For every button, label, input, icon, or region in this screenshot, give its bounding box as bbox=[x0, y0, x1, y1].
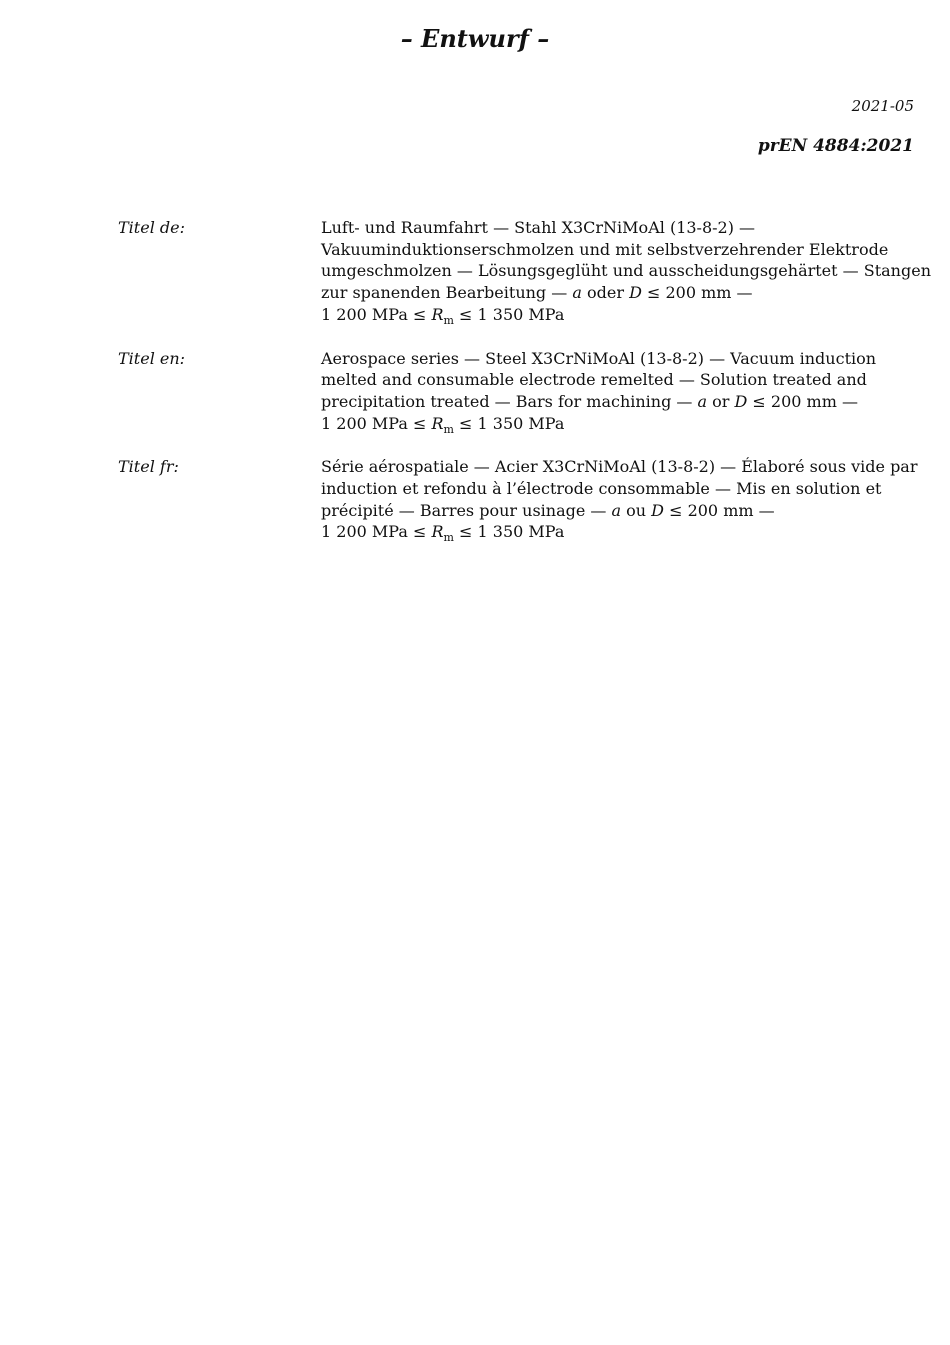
strength-low: 1 200 MPa ≤ bbox=[321, 413, 432, 433]
title-line-strength bbox=[321, 304, 918, 326]
dimension-suffix: ≤ 200 mm — bbox=[747, 391, 858, 411]
page-title: – Entwurf – bbox=[400, 24, 550, 53]
dimension-suffix: ≤ 200 mm — bbox=[663, 500, 775, 520]
title-text-fr bbox=[321, 456, 918, 543]
title-line: Vakuuminduktionserschmolzen und mit selbstverzehrender Elektrode bbox=[321, 239, 889, 259]
title-table bbox=[118, 217, 931, 565]
title-line-strength bbox=[321, 413, 918, 435]
title-line: umgeschmolzen — Lösungsgeglüht und ausscheidungsgehärtet — Stangen bbox=[321, 261, 931, 281]
title-line: Série aérospatiale — Acier X3CrNiMoAl (13-8-2) — Élaboré sous vide par bbox=[321, 457, 918, 477]
title-label-en: Titel en: bbox=[118, 348, 186, 368]
variable-a: a bbox=[611, 500, 622, 520]
subscript-m: m bbox=[443, 531, 454, 545]
title-line: melted and consumable electrode remelted — Solution treated and bbox=[321, 370, 867, 390]
document-number: prEN 4884:2021 bbox=[757, 136, 914, 156]
variable-r: R bbox=[431, 413, 444, 433]
strength-high: ≤ 1 350 MPa bbox=[453, 413, 565, 433]
strength-low: 1 200 MPa ≤ bbox=[321, 304, 432, 324]
title-row-fr bbox=[118, 456, 918, 543]
dimension-connector: ou bbox=[621, 500, 652, 520]
title-text-en bbox=[321, 348, 918, 435]
document-date: 2021-05 bbox=[851, 97, 914, 115]
variable-a: a bbox=[572, 283, 582, 303]
title-line-dimension bbox=[321, 391, 918, 413]
variable-r: R bbox=[431, 522, 444, 542]
title-line-dimension bbox=[321, 282, 918, 304]
title-line-strength bbox=[321, 521, 918, 543]
title-line: induction et refondu à l’électrode consommable — Mis en solution et bbox=[321, 479, 882, 499]
variable-d: D bbox=[734, 391, 748, 411]
dimension-connector: or bbox=[707, 391, 735, 411]
variable-d: D bbox=[651, 500, 664, 520]
subscript-m: m bbox=[443, 422, 454, 436]
title-text-de bbox=[321, 217, 931, 327]
variable-a: a bbox=[697, 391, 708, 411]
variable-r: R bbox=[431, 304, 444, 324]
strength-high: ≤ 1 350 MPa bbox=[453, 304, 565, 324]
strength-high: ≤ 1 350 MPa bbox=[453, 522, 565, 542]
variable-d: D bbox=[629, 283, 642, 303]
title-label-fr: Titel fr: bbox=[118, 457, 179, 477]
dimension-connector: oder bbox=[581, 283, 630, 303]
title-line-dimension bbox=[321, 500, 918, 522]
subscript-m: m bbox=[443, 314, 454, 327]
title-line: Aerospace series — Steel X3CrNiMoAl (13-8-2) — Vacuum induction bbox=[321, 348, 877, 368]
dimension-suffix: ≤ 200 mm — bbox=[641, 283, 753, 303]
title-line: Luft- und Raumfahrt — Stahl X3CrNiMoAl (13-8-2) — bbox=[321, 218, 756, 237]
title-row-en bbox=[118, 348, 918, 435]
title-label-de: Titel de: bbox=[118, 218, 185, 237]
strength-low: 1 200 MPa ≤ bbox=[321, 522, 432, 542]
dimension-prefix: precipitation treated — Bars for machining — bbox=[321, 391, 698, 411]
title-row-de bbox=[118, 217, 931, 327]
dimension-prefix: précipité — Barres pour usinage — bbox=[321, 500, 612, 520]
dimension-prefix: zur spanenden Bearbeitung — bbox=[321, 283, 573, 303]
